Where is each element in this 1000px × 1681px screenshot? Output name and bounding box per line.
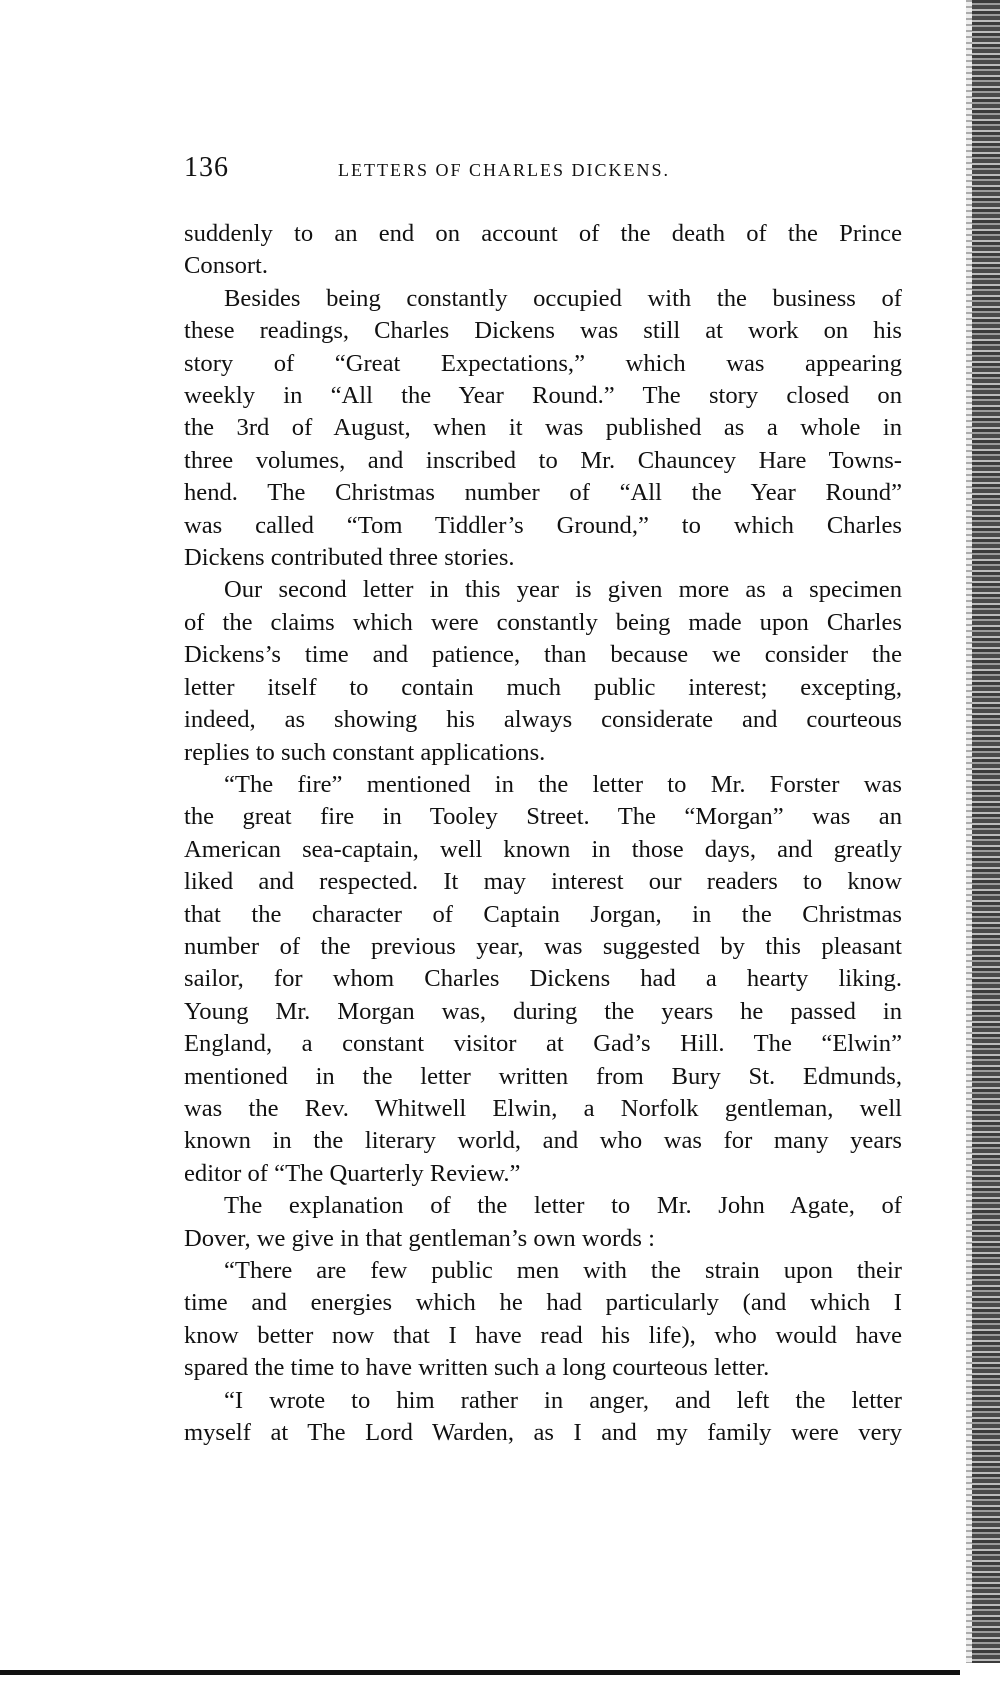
- page-bottom-margin: [0, 1663, 1000, 1681]
- text-line: the great fire in Tooley Street. The “Morgan” was an: [184, 803, 902, 831]
- text-line: was called “Tom Tiddler’s Ground,” to which Charles: [184, 511, 902, 539]
- text-line: “The fire” mentioned in the letter to Mr. Forster was: [224, 770, 902, 798]
- text-line: hend. The Christmas number of “All the Year Round”: [184, 479, 902, 507]
- page-bottom-edge-line: [0, 1670, 960, 1675]
- text-line: of the claims which were constantly being made upon Charles: [184, 608, 902, 636]
- text-line: three volumes, and inscribed to Mr. Chauncey Hare Towns-: [184, 446, 902, 474]
- text-line: sailor, for whom Charles Dickens had a hearty liking.: [184, 965, 902, 993]
- text-line: spared the time to have written such a long courteous letter.: [184, 1354, 770, 1382]
- text-line: weekly in “All the Year Round.” The story closed on: [184, 382, 902, 410]
- page-header: [184, 152, 900, 192]
- text-line: Young Mr. Morgan was, during the years he passed in: [184, 997, 902, 1025]
- paragraph: [184, 574, 902, 768]
- paragraph: [184, 1385, 902, 1450]
- text-line: “I wrote to him rather in anger, and left the letter: [224, 1386, 902, 1414]
- text-line: The explanation of the letter to Mr. John Agate, of: [224, 1192, 902, 1220]
- text-line: that the character of Captain Jorgan, in the Christmas: [184, 900, 902, 928]
- text-line: Our second letter in this year is given more as a specimen: [224, 576, 902, 604]
- page-number: 136: [184, 152, 229, 183]
- text-line: known in the literary world, and who was for many years: [184, 1127, 902, 1155]
- text-line: know better now that I have read his life), who would have: [184, 1321, 902, 1349]
- text-line: letter itself to contain much public interest; excepting,: [184, 673, 902, 701]
- text-line: editor of “The Quarterly Review.”: [184, 1159, 521, 1187]
- text-line: Besides being constantly occupied with the business of: [224, 284, 902, 312]
- text-line: liked and respected. It may interest our readers to know: [184, 868, 902, 896]
- text-line: Dickens contributed three stories.: [184, 544, 515, 572]
- running-head: LETTERS OF CHARLES DICKENS.: [338, 160, 671, 180]
- text-line: time and energies which he had particularly (and which I: [184, 1289, 902, 1317]
- paragraph: [184, 769, 902, 1190]
- text-line: these readings, Charles Dickens was still at work on his: [184, 317, 902, 345]
- paragraph: [184, 1190, 902, 1255]
- text-line: Dickens’s time and patience, than because we consider the: [184, 641, 902, 669]
- text-line: indeed, as showing his always considerate and courteous: [184, 706, 902, 734]
- text-line: suddenly to an end on account of the death of the Prince: [184, 220, 902, 247]
- text-line: was the Rev. Whitwell Elwin, a Norfolk gentleman, well: [184, 1094, 902, 1122]
- paragraph: [184, 283, 902, 575]
- text-line: Dover, we give in that gentleman’s own words :: [184, 1224, 655, 1252]
- body-text: [184, 218, 902, 1449]
- paragraph: [184, 1255, 902, 1385]
- text-line: England, a constant visitor at Gad’s Hill. The “Elwin”: [184, 1030, 902, 1058]
- text-line: American sea-captain, well known in those days, and greatly: [184, 835, 902, 863]
- text-line: “There are few public men with the strain upon their: [224, 1257, 902, 1284]
- page-edge-scan-artifact: [972, 0, 1000, 1681]
- text-line: number of the previous year, was suggested by this pleasant: [184, 932, 902, 960]
- text-line: myself at The Lord Warden, as I and my family were very: [184, 1419, 902, 1447]
- text-line: Consort.: [184, 252, 269, 280]
- text-line: mentioned in the letter written from Bury St. Edmunds,: [184, 1062, 902, 1090]
- text-line: replies to such constant applications.: [184, 738, 546, 766]
- text-line: the 3rd of August, when it was published as a whole in: [184, 414, 902, 442]
- paragraph: [184, 218, 902, 283]
- text-line: story of “Great Expectations,” which was appearing: [184, 349, 902, 377]
